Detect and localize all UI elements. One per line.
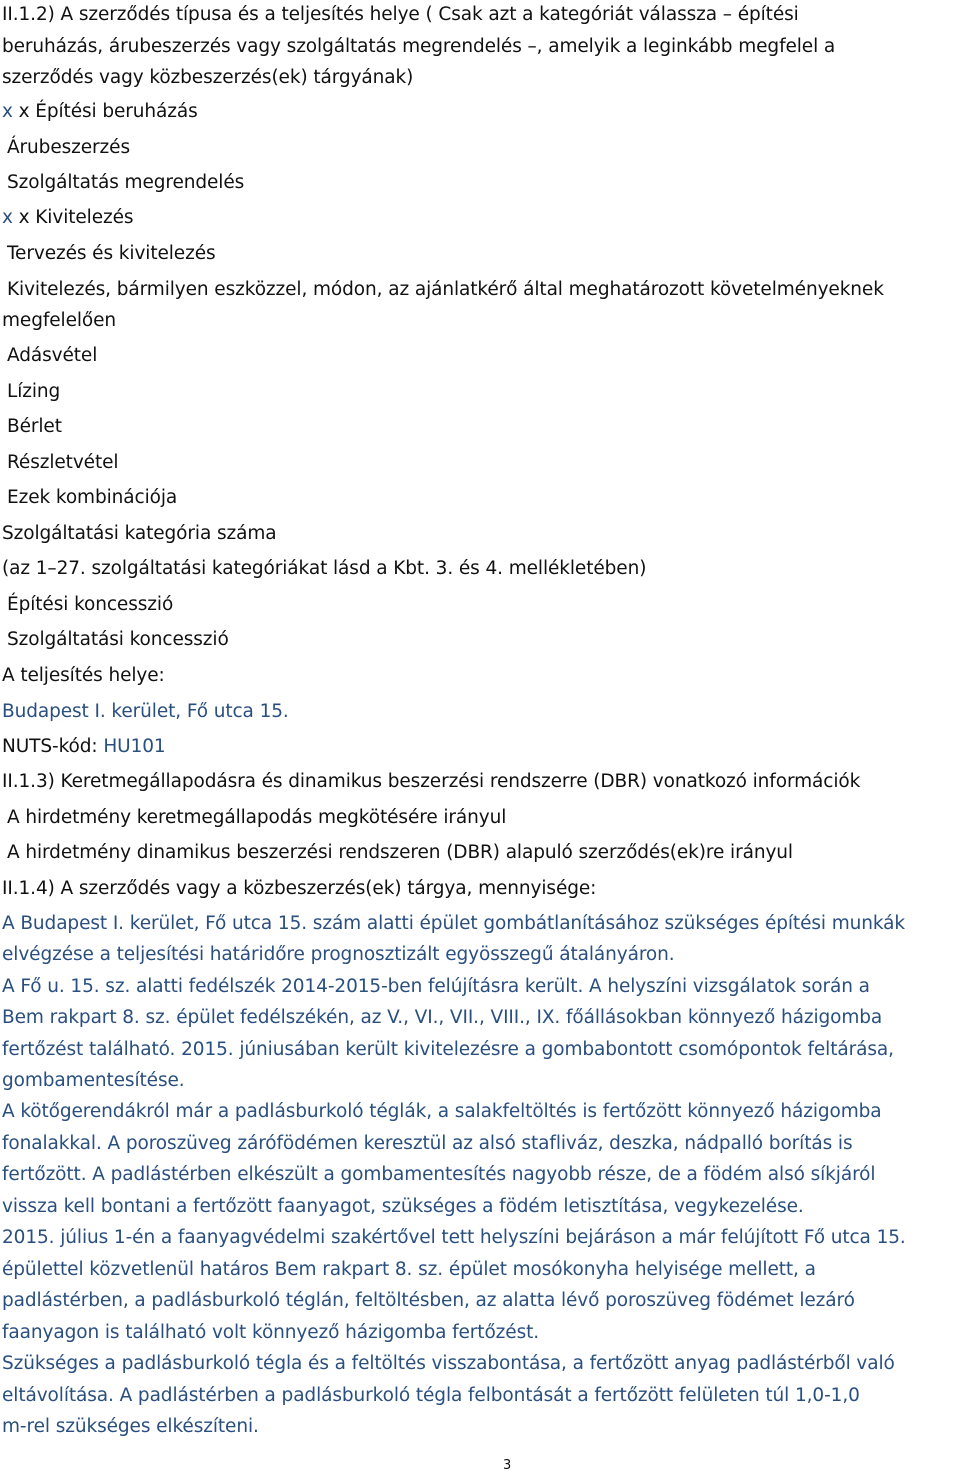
option-services: Szolgáltatás megrendelés <box>7 172 245 193</box>
checked-mark: x <box>2 101 19 122</box>
subject-line: elvégzése a teljesítési határidőre prognosztizált egyösszegű átalányáron. <box>2 944 675 965</box>
section-heading-subject: II.1.4) A szerződés vagy a közbeszerzés(ek) tárgya, mennyisége: <box>2 878 597 899</box>
subject-line: vissza kell bontani a fertőzött faanyagot, szükséges a födém letisztítása, vegykezelése. <box>2 1196 804 1217</box>
option-combination: Ezek kombinációja <box>7 487 178 508</box>
subject-line: fertőzött. A padlástérben elkészült a gombamentesítés nagyobb része, de a födém alsó síkjáról <box>2 1164 876 1185</box>
service-category-label: Szolgáltatási kategória száma <box>2 523 277 544</box>
page-number: 3 <box>503 1458 512 1473</box>
option-label: x Kivitelezés <box>18 207 134 228</box>
option-design-and-execution: Tervezés és kivitelezés <box>7 243 216 264</box>
option-goods: Árubeszerzés <box>7 137 130 158</box>
place-label: A teljesítés helye: <box>2 665 165 686</box>
subject-line: fonalakkal. A poroszüveg zárófödémen keresztül az alsó stafliváz, deszka, nádpalló borítás is <box>2 1133 853 1154</box>
option-hire-purchase: Részletvétel <box>7 452 119 473</box>
option-execution-selected <box>2 207 133 229</box>
option-framework-agreement: A hirdetmény keretmegállapodás megkötésére irányul <box>7 807 507 828</box>
option-works-concession: Építési koncesszió <box>7 594 174 615</box>
subject-line: faanyagon is található volt könnyező házigomba fertőzést. <box>2 1322 540 1343</box>
option-purchase: Adásvétel <box>7 345 98 366</box>
subject-line: A Fő u. 15. sz. alatti fedélszék 2014-2015-ben felújításra került. A helyszíni vizsgálatok során a <box>2 976 870 997</box>
heading-line: beruházás, árubeszerzés vagy szolgáltatás megrendelés –, amelyik a leginkább megfelel a <box>2 36 836 57</box>
nuts-label: NUTS-kód: <box>2 736 104 757</box>
option-execution-by-any-means: Kivitelezés, bármilyen eszközzel, módon, az ajánlatkérő által meghatározott követelményeknek <box>7 279 884 300</box>
place-value: Budapest I. kerület, Fő utca 15. <box>2 701 289 722</box>
option-execution-by-any-means-cont: megfelelően <box>2 310 117 331</box>
subject-line: Bem rakpart 8. sz. épület fedélszékén, az V., VI., VII., VIII., IX. főállásokban könnyező házigomba <box>2 1007 883 1028</box>
option-dynamic-purchasing: A hirdetmény dinamikus beszerzési rendszeren (DBR) alapuló szerződés(ek)re irányul <box>7 842 793 863</box>
subject-line: Szükséges a padlásburkoló tégla és a feltöltés visszabontása, a fertőzött anyag padlástérből való <box>2 1353 895 1374</box>
nuts-value: HU101 <box>103 736 166 757</box>
checked-mark: x <box>2 207 19 228</box>
nuts-code <box>2 736 166 758</box>
section-heading-framework: II.1.3) Keretmegállapodásra és dinamikus beszerzési rendszerre (DBR) vonatkozó információk <box>2 771 861 792</box>
subject-line: A kötőgerendákról már a padlásburkoló téglák, a salakfeltöltés is fertőzött könnyező házigomba <box>2 1101 882 1122</box>
subject-line: épülettel közvetlenül határos Bem rakpart 8. sz. épület mosókonyha helyisége mellett, a <box>2 1259 816 1280</box>
option-label: x Építési beruházás <box>18 101 198 122</box>
subject-line: m-rel szükséges elkészíteni. <box>2 1416 259 1437</box>
service-category-note: (az 1–27. szolgáltatási kategóriákat lásd a Kbt. 3. és 4. mellékletében) <box>2 558 647 579</box>
option-service-concession: Szolgáltatási koncesszió <box>7 629 229 650</box>
subject-line: eltávolítása. A padlástérben a padlásburkoló tégla felbontását a fertőzött felületen túl 1,0-1,0 <box>2 1385 860 1406</box>
option-construction-selected <box>2 101 198 123</box>
option-rental: Bérlet <box>7 416 62 437</box>
subject-line: gombamentesítése. <box>2 1070 185 1091</box>
subject-line: fertőzést található. 2015. júniusában került kivitelezésre a gombabontott csomópontok feltárása, <box>2 1039 894 1060</box>
heading-line: szerződés vagy közbeszerzés(ek) tárgyának) <box>2 67 414 88</box>
subject-line: padlástérben, a padlásburkoló téglán, feltöltésben, az alatta lévő poroszüveg födémet lezáró <box>2 1290 855 1311</box>
section-heading-contract-type: II.1.2) A szerződés típusa és a teljesítés helye ( Csak azt a kategóriát válassza – építési <box>2 4 799 25</box>
option-lease: Lízing <box>7 381 61 402</box>
subject-line: A Budapest I. kerület, Fő utca 15. szám alatti épület gombátlanításához szükséges építési munkák <box>2 913 906 934</box>
subject-line: 2015. július 1-én a faanyagvédelmi szakértővel tett helyszíni bejáráson a már felújított Fő utca 15. <box>2 1227 906 1248</box>
